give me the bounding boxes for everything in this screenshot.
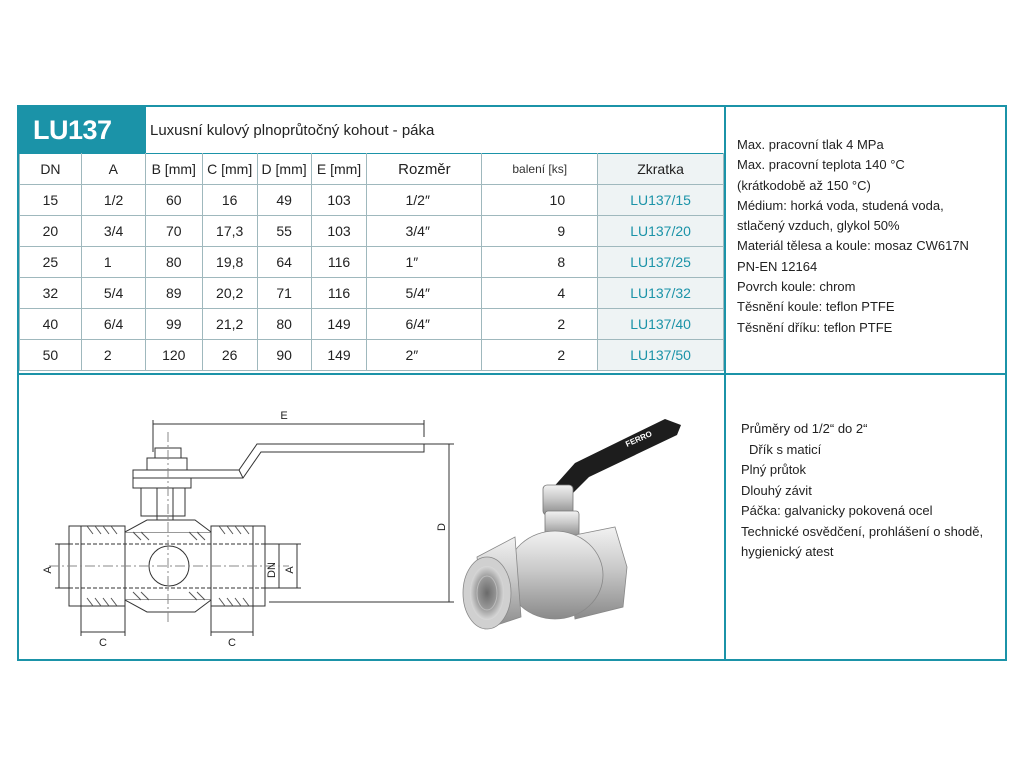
dim-label-d: D [436,523,448,531]
cell-baleni: 2 [482,309,598,340]
cell-c: 17,3 [202,216,257,247]
cell-e: 149 [311,309,367,340]
spec-line: Těsnění koule: teflon PTFE [737,299,895,315]
spec-line: Těsnění dříku: teflon PTFE [737,319,893,335]
table-row [20,340,724,371]
cell-dn: 15 [20,185,82,216]
cell-b: 60 [145,185,202,216]
cell-e: 116 [311,247,367,278]
header-c: C [mm] [202,154,257,185]
cell-dn: 50 [20,340,82,371]
cell-zkratka: LU137/50 [598,340,724,371]
cell-a: 5/4 [81,278,145,309]
cell-d: 64 [257,247,311,278]
cell-rozmer: 1/2″ [367,185,482,216]
cell-baleni: 10 [482,185,598,216]
header-d: D [mm] [257,154,311,185]
header-zkratka: Zkratka [598,154,724,185]
table-row [20,216,724,247]
header-a: A [81,154,145,185]
cell-d: 49 [257,185,311,216]
cell-rozmer: 3/4″ [367,216,482,247]
spec-line: Max. pracovní tlak 4 MPa [737,137,884,152]
spec-line: PN-EN 12164 [737,258,818,274]
cell-rozmer: 2″ [367,340,482,371]
table-header-row [20,154,724,185]
cell-dn: 20 [20,216,82,247]
vertical-divider [724,107,726,659]
handle-brand-text: FERRO [624,429,654,449]
header-dn: DN [20,154,82,185]
cell-dn: 40 [20,309,82,340]
cell-a: 1 [81,247,145,278]
table-row [20,309,724,340]
cell-c: 19,8 [202,247,257,278]
cell-b: 89 [145,278,202,309]
horizontal-divider [19,373,1005,375]
cell-e: 149 [311,340,367,371]
dim-label-c-right: C [228,637,236,649]
technical-drawing [29,392,469,652]
cell-d: 55 [257,216,311,247]
cell-zkratka: LU137/40 [598,309,724,340]
cell-d: 90 [257,340,311,371]
header-b: B [mm] [145,154,202,185]
cell-zkratka: LU137/20 [598,216,724,247]
spec-line: Povrch koule: chrom [737,279,856,295]
cell-c: 21,2 [202,309,257,340]
header-e: E [mm] [311,154,367,185]
cell-b: 80 [145,247,202,278]
dim-label-a-right: A [284,566,296,574]
feature-list [741,419,983,563]
cell-rozmer: 6/4″ [367,309,482,340]
cell-c: 26 [202,340,257,371]
spec-line: stlačený vzduch, glykol 50% [737,218,900,234]
feature-line: Průměry od 1/2“ do 2“ [741,421,868,436]
dim-label-c-left: C [99,637,107,649]
cell-b: 120 [145,340,202,371]
cell-a: 1/2 [81,185,145,216]
header-rozmer: Rozměr [367,154,482,185]
spec-line: (krátkodobě až 150 °C) [737,177,871,193]
product-sheet [17,105,1007,661]
cell-e: 116 [311,278,367,309]
product-code-box [19,107,146,153]
cell-c: 16 [202,185,257,216]
cell-rozmer: 5/4″ [367,278,482,309]
cell-dn: 25 [20,247,82,278]
dim-label-e: E [280,410,288,422]
cell-zkratka: LU137/32 [598,278,724,309]
feature-line: Plný průtok [741,462,807,477]
dimension-table [19,153,724,371]
feature-line: Páčka: galvanicky pokovená ocel [741,503,933,518]
cell-dn: 32 [20,278,82,309]
feature-line: Dlouhý závit [741,482,812,498]
cell-baleni: 4 [482,278,598,309]
spec-list [737,135,969,338]
cell-baleni: 2 [482,340,598,371]
table-row [20,185,724,216]
dim-label-a-left: A [42,566,54,574]
cell-baleni: 8 [482,247,598,278]
cell-zkratka: LU137/25 [598,247,724,278]
cell-a: 2 [81,340,145,371]
spec-line: Médium: horká voda, studená voda, [737,197,944,213]
dim-label-dn: DN [266,562,278,578]
cell-e: 103 [311,216,367,247]
cell-d: 80 [257,309,311,340]
cell-a: 3/4 [81,216,145,247]
product-title: Luxusní kulový plnoprůtočný kohout - páka [150,122,435,139]
product-photo [455,407,705,637]
cell-e: 103 [311,185,367,216]
spec-line: Max. pracovní teplota 140 °C [737,157,905,173]
cell-baleni: 9 [482,216,598,247]
table-row [20,247,724,278]
cell-d: 71 [257,278,311,309]
cell-b: 70 [145,216,202,247]
table-row [20,278,724,309]
header-baleni: balení [ks] [482,154,598,185]
cell-a: 6/4 [81,309,145,340]
feature-line: Technické osvědčení, prohlášení o shodě, [741,523,984,539]
feature-line: hygienický atest [741,544,834,559]
cell-zkratka: LU137/15 [598,185,724,216]
cell-c: 20,2 [202,278,257,309]
cell-b: 99 [145,309,202,340]
spec-line: Materiál tělesa a koule: mosaz CW617N [737,238,969,254]
product-code: LU137 [33,115,112,145]
cell-rozmer: 1″ [367,247,482,278]
feature-line: Dřík s maticí [749,441,822,457]
